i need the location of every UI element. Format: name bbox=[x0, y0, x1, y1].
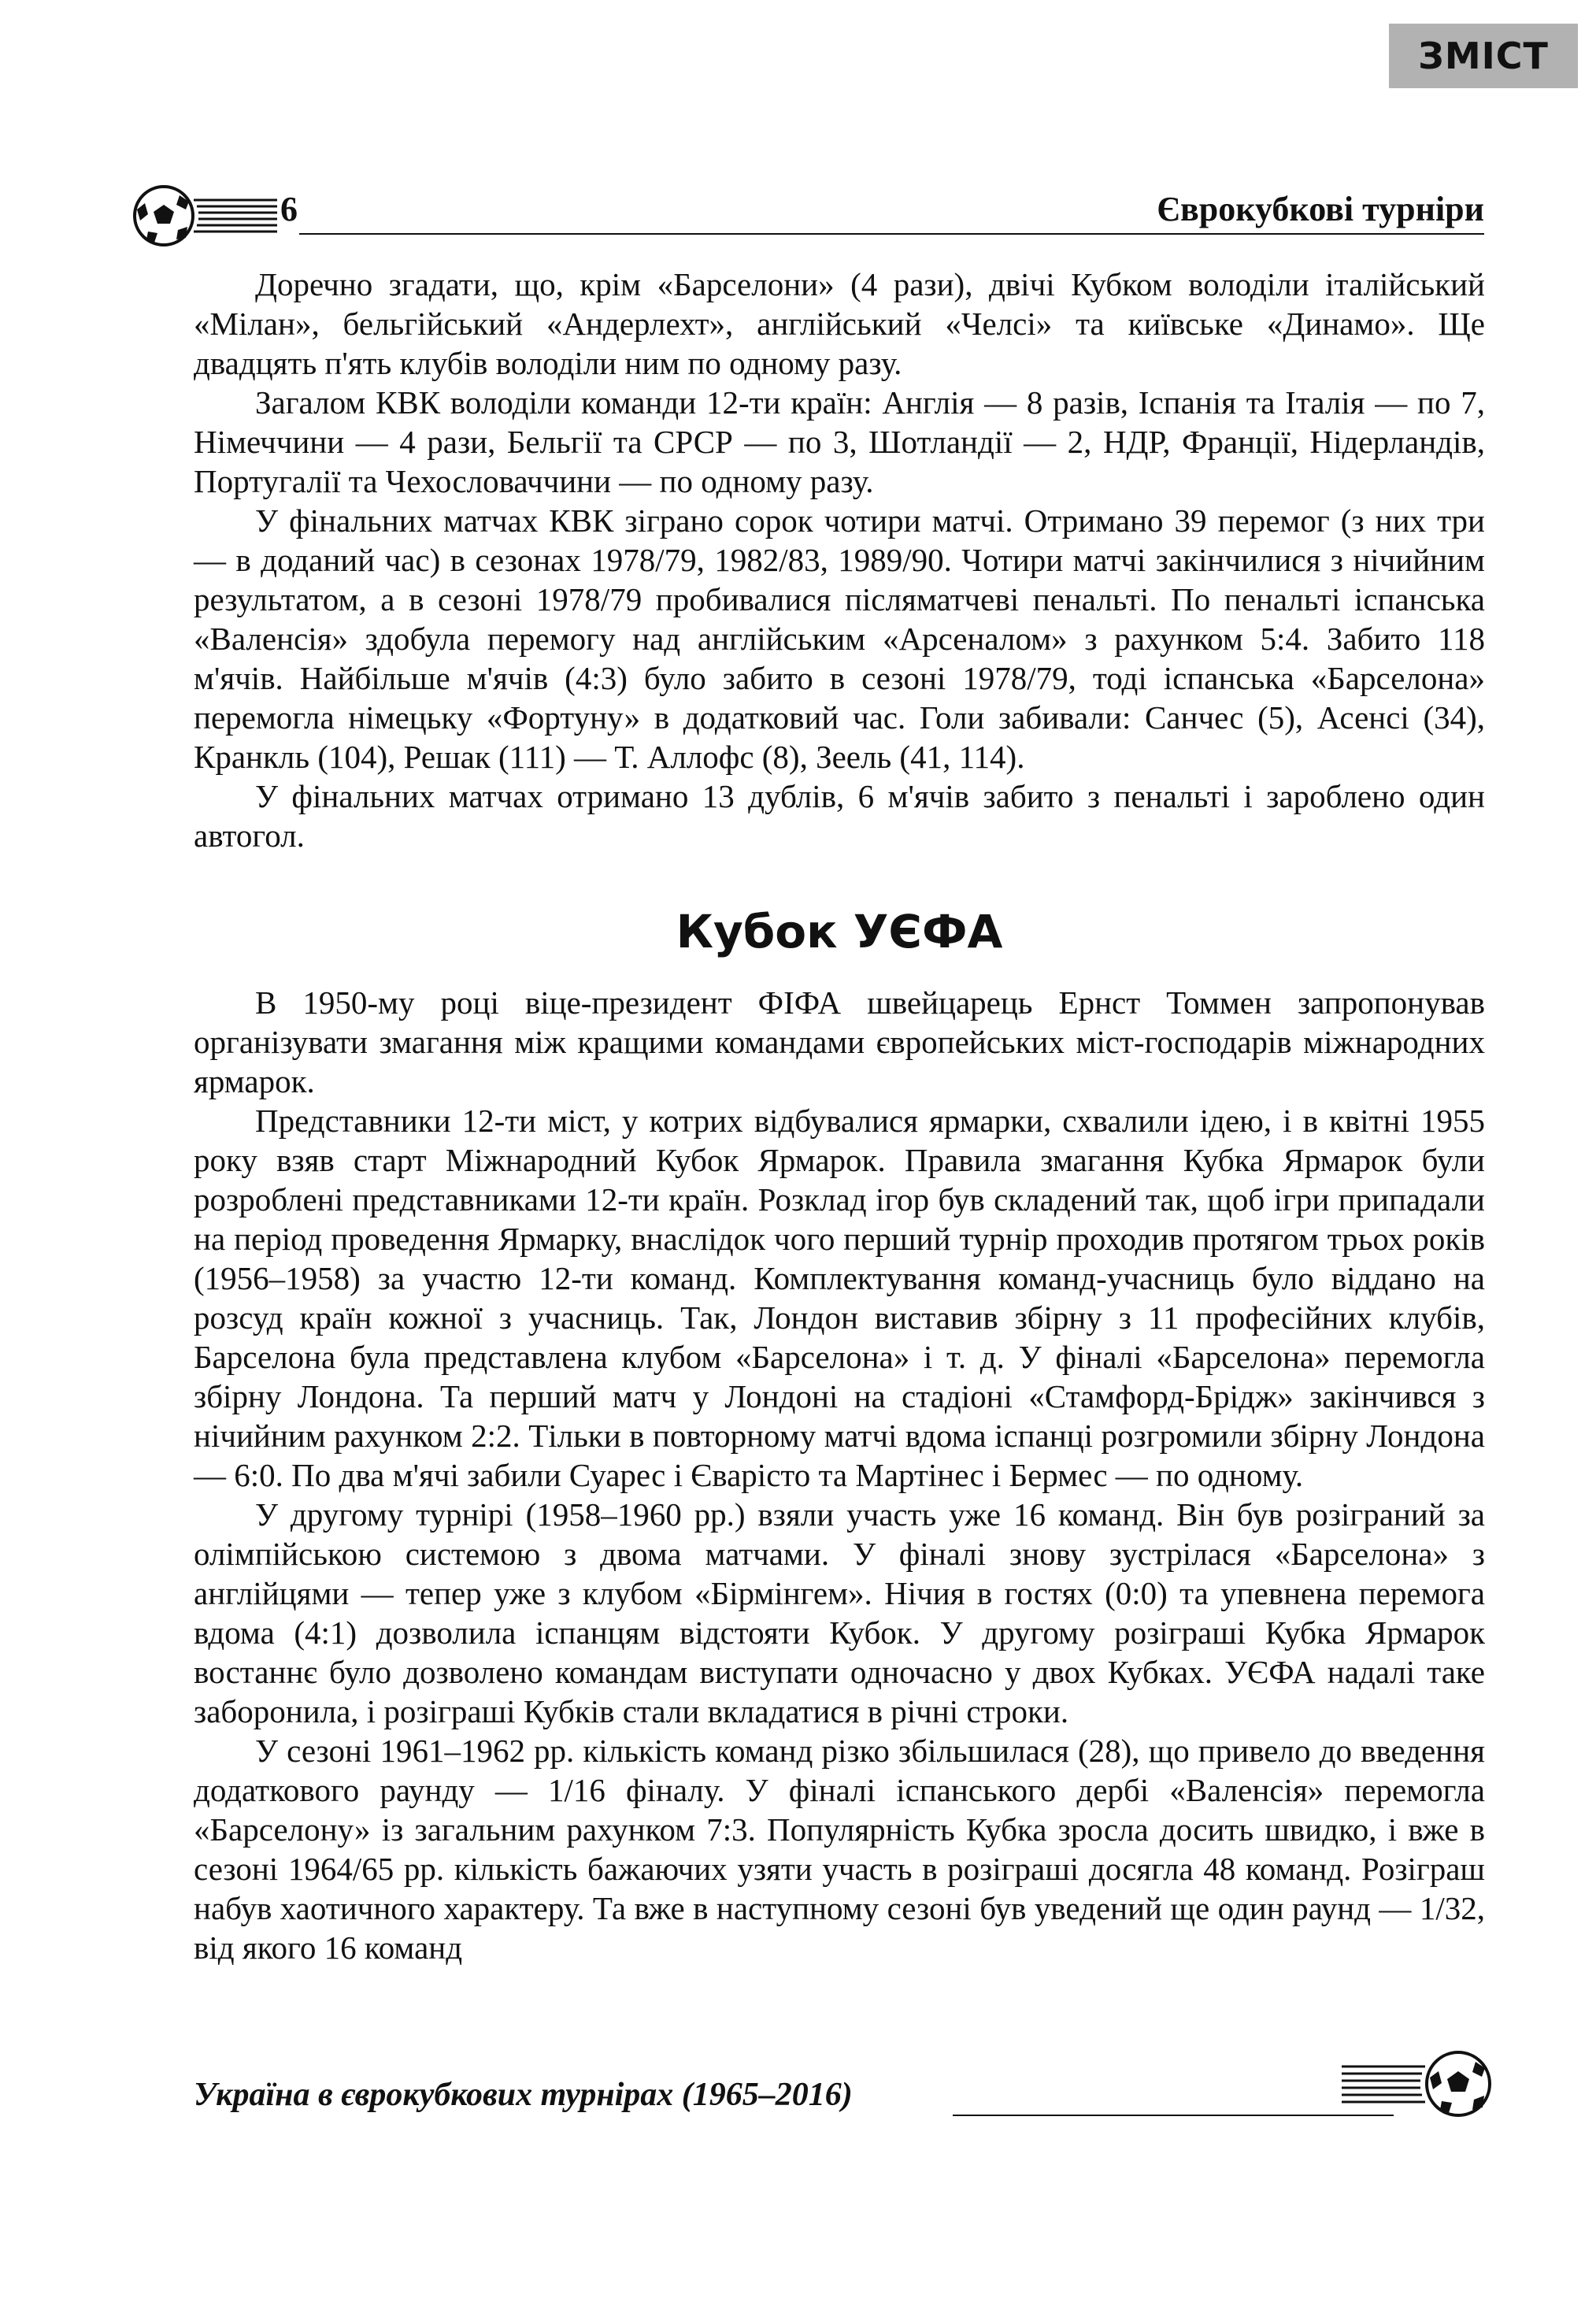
paragraph: Представники 12-ти міст, у котрих відбувалися ярмарки, схвалили ідею, і в квітні 1955 року взяв старт Міжнародний Кубок Ярмарок. Правила змагання Кубка Ярмарок були розроблені представниками 12-ти країн. Розклад ігор був складений так, щоб ігри припадали на період проведення Ярмарку, внаслідок чого перший турнір проходив протягом трьох років (1956–1958) за участю 12-ти команд. Комплектування команд-учасниць було віддано на розсуд країн кожної з учасниць. Так, Лондон виставив збірну з 11 професійних клубів, Барселона була представлена клубом «Барселона» і т. д. У фіналі «Барселона» перемогла збірну Лондона. Та перший матч у Лондоні на стадіоні «Стамфорд-Брідж» закінчився з нічийним рахунком 2:2. Тільки в повторному матчі вдома іспанці розгромили збірну Лондона — 6:0. По два м'ячі забили Суарес і Єварісто та Мартінес і Бермес — по одному. bbox=[194, 1103, 1485, 1493]
paragraph: Загалом КВК володіли команди 12-ти країн: Англія — 8 разів, Іспанія та Італія — по 7, Німеччини — 4 рази, Бельгії та СРСР — по 3, Шотландії — 2, НДР, Франції, Нідерландів, Португалії та Чехословаччини — по одному разу. bbox=[194, 384, 1485, 499]
paragraph: У другому турнірі (1958–1960 рр.) взяли участь уже 16 команд. Він був розіграний за олімпійською системою з двома матчами. У фіналі знову зустрілася «Барселона» з англійцями — тепер уже з клубом «Бірмінгем». Нічия в гостях (0:0) та упевнена перемога вдома (4:1) дозволила іспанцям відстояти Кубок. У другому розіграші Кубка Ярмарок востаннє було дозволено командам виступати одночасно у двох Кубках. УЄФА надалі таке заборонила, і розіграші Кубків стали вкладатися в річні строки. bbox=[194, 1496, 1485, 1729]
contents-button[interactable]: ЗМІСТ bbox=[1389, 24, 1578, 88]
paragraph: У сезоні 1961–1962 рр. кількість команд різко збільшилася (28), що привело до введення додаткового раунду — 1/16 фіналу. У фіналі іспанського дербі «Валенсія» перемогла «Барселону» із загальним рахунком 7:3. Популярність Кубка зросла досить швидко, і вже в сезоні 1964/65 рр. кількість бажаючих узяти участь в розіграші досягла 48 команд. Розіграш набув хаотичного характеру. Та вже в наступному сезоні був уведений ще один раунд — 1/32, від якого 16 команд bbox=[194, 1733, 1485, 1966]
soccer-ball-icon bbox=[131, 183, 280, 247]
paragraph: У фінальних матчах отримано 13 дублів, 6 м'ячів забито з пенальті і зароблено один автогол. bbox=[194, 778, 1485, 854]
paragraph: У фінальних матчах КВК зіграно сорок чотири матчі. Отримано 39 перемог (з них три — в доданий час) в сезонах 1978/79, 1982/83, 1989/90. Чотири матчі закінчилися з нічийним результатом, а в сезоні 1978/79 пробивалися післяматчеві пенальті. По пенальті іспанська «Валенсія» здобула перемогу над англійським «Арсеналом» з рахунком 5:4. Забито 118 м'ячів. Найбільше м'ячів (4:3) було забито в сезоні 1978/79, тоді іспанська «Барселона» перемогла німецьку «Фортуну» в додатковий час. Голи забивали: Санчес (5), Асенсі (34), Кранкль (104), Решак (111) — Т. Аллофс (8), Зеель (41, 114). bbox=[194, 502, 1485, 775]
running-header-title: Єврокубкові турніри bbox=[1157, 190, 1484, 228]
paragraph: В 1950-му році віце-президент ФІФА швейцарець Ернст Томмен запропонував організувати змагання між кращими командами європейських міст-господарів міжнародних ярмарок. bbox=[194, 984, 1485, 1099]
paragraph: Доречно згадати, що, крім «Барселони» (4 рази), двічі Кубком володіли італійський «Мілан», бельгійський «Андерлехт», англійський «Челсі» та київське «Динамо». Ще двадцять п'ять клубів володіли ним по одному разу. bbox=[194, 266, 1485, 381]
section-heading: Кубок УЄФА bbox=[676, 905, 1003, 958]
footer-rule bbox=[953, 2115, 1394, 2116]
article-body bbox=[194, 265, 1485, 1967]
soccer-ball-icon bbox=[1339, 2048, 1496, 2118]
running-footer-title: Україна в єврокубкових турнірах (1965–2016) bbox=[194, 2077, 853, 2113]
header-rule bbox=[299, 233, 1484, 235]
page-number: 6 bbox=[280, 190, 298, 228]
